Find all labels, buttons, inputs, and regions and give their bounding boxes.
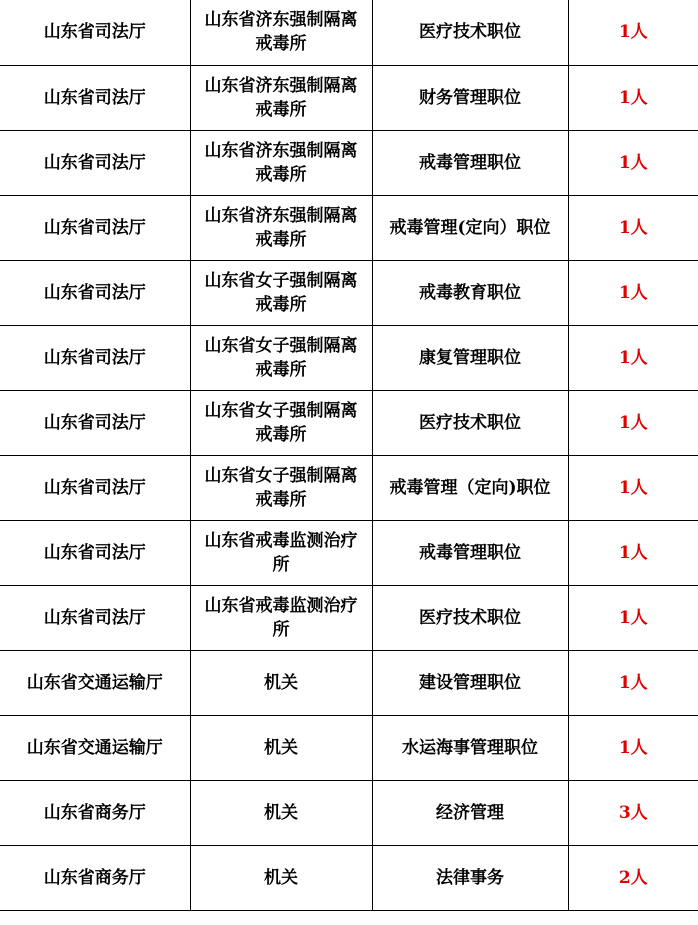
position-cell-text: 医疗技术职位 bbox=[419, 22, 521, 43]
count-cell bbox=[568, 390, 698, 455]
position-cell bbox=[372, 325, 568, 390]
unit-cell-text: 山东省戒毒监测治疗所 bbox=[204, 530, 358, 575]
unit-cell-text: 山东省女子强制隔离戒毒所 bbox=[204, 335, 358, 380]
unit-cell bbox=[190, 780, 372, 845]
unit-cell bbox=[190, 585, 372, 650]
position-cell bbox=[372, 0, 568, 65]
position-cell-text: 经济管理 bbox=[436, 802, 504, 823]
department-cell bbox=[0, 520, 190, 585]
department-cell bbox=[0, 0, 190, 65]
count-cell bbox=[568, 520, 698, 585]
department-cell bbox=[0, 65, 190, 130]
position-cell bbox=[372, 845, 568, 910]
table-row bbox=[0, 715, 698, 780]
position-cell bbox=[372, 780, 568, 845]
count-cell-text: 1人 bbox=[618, 282, 648, 303]
table-row bbox=[0, 780, 698, 845]
position-cell-text: 戒毒管理职位 bbox=[419, 152, 521, 173]
table-row bbox=[0, 325, 698, 390]
table-row bbox=[0, 650, 698, 715]
count-cell bbox=[568, 780, 698, 845]
position-cell-text: 法律事务 bbox=[436, 867, 504, 888]
count-cell bbox=[568, 0, 698, 65]
count-cell bbox=[568, 585, 698, 650]
unit-cell bbox=[190, 715, 372, 780]
unit-cell-text: 机关 bbox=[264, 672, 298, 693]
table-row bbox=[0, 130, 698, 195]
count-cell-text: 2人 bbox=[618, 867, 648, 888]
table-row bbox=[0, 585, 698, 650]
position-cell bbox=[372, 260, 568, 325]
position-cell bbox=[372, 65, 568, 130]
table-row bbox=[0, 65, 698, 130]
count-cell-text: 1人 bbox=[618, 87, 648, 108]
position-cell-text: 医疗技术职位 bbox=[419, 607, 521, 628]
position-cell-text: 戒毒管理(定向）职位 bbox=[389, 217, 551, 238]
count-cell bbox=[568, 715, 698, 780]
unit-cell bbox=[190, 325, 372, 390]
position-cell-text: 医疗技术职位 bbox=[419, 412, 521, 433]
count-cell-text: 1人 bbox=[618, 217, 648, 238]
department-cell bbox=[0, 845, 190, 910]
position-cell-text: 戒毒教育职位 bbox=[419, 282, 521, 303]
count-cell-text: 1人 bbox=[618, 672, 648, 693]
count-cell-text: 3人 bbox=[618, 802, 648, 823]
count-cell bbox=[568, 65, 698, 130]
position-cell-text: 财务管理职位 bbox=[419, 87, 521, 108]
table-row bbox=[0, 455, 698, 520]
position-cell bbox=[372, 715, 568, 780]
department-cell bbox=[0, 195, 190, 260]
unit-cell-text: 机关 bbox=[264, 737, 298, 758]
unit-cell-text: 山东省济东强制隔离戒毒所 bbox=[204, 75, 358, 120]
department-cell-text: 山东省商务厅 bbox=[43, 802, 146, 823]
table-row bbox=[0, 520, 698, 585]
department-cell-text: 山东省司法厅 bbox=[43, 22, 146, 43]
position-cell-text: 戒毒管理职位 bbox=[419, 542, 521, 563]
position-cell-text: 建设管理职位 bbox=[419, 672, 521, 693]
count-cell-text: 1人 bbox=[618, 152, 648, 173]
unit-cell bbox=[190, 65, 372, 130]
unit-cell bbox=[190, 845, 372, 910]
department-cell bbox=[0, 390, 190, 455]
unit-cell bbox=[190, 260, 372, 325]
department-cell-text: 山东省司法厅 bbox=[43, 87, 146, 108]
department-cell bbox=[0, 455, 190, 520]
department-cell-text: 山东省司法厅 bbox=[43, 607, 146, 628]
unit-cell bbox=[190, 520, 372, 585]
count-cell-text: 1人 bbox=[618, 737, 648, 758]
department-cell-text: 山东省司法厅 bbox=[43, 282, 146, 303]
position-cell bbox=[372, 390, 568, 455]
department-cell bbox=[0, 130, 190, 195]
department-cell-text: 山东省商务厅 bbox=[43, 867, 146, 888]
department-cell bbox=[0, 650, 190, 715]
unit-cell-text: 机关 bbox=[264, 867, 298, 888]
count-cell bbox=[568, 650, 698, 715]
position-cell bbox=[372, 130, 568, 195]
unit-cell-text: 山东省戒毒监测治疗所 bbox=[204, 595, 358, 640]
count-cell-text: 1人 bbox=[618, 542, 648, 563]
position-cell bbox=[372, 585, 568, 650]
department-cell bbox=[0, 260, 190, 325]
count-cell-text: 1人 bbox=[618, 347, 648, 368]
position-cell-text: 戒毒管理（定向)职位 bbox=[389, 477, 551, 498]
department-cell bbox=[0, 715, 190, 780]
count-cell bbox=[568, 325, 698, 390]
table-row bbox=[0, 0, 698, 65]
position-cell bbox=[372, 650, 568, 715]
unit-cell bbox=[190, 130, 372, 195]
table-row bbox=[0, 845, 698, 910]
count-cell-text: 1人 bbox=[618, 607, 648, 628]
unit-cell-text: 山东省女子强制隔离戒毒所 bbox=[204, 465, 358, 510]
unit-cell bbox=[190, 195, 372, 260]
department-cell-text: 山东省交通运输厅 bbox=[26, 737, 163, 758]
count-cell-text: 1人 bbox=[618, 477, 648, 498]
department-cell-text: 山东省司法厅 bbox=[43, 477, 146, 498]
department-cell-text: 山东省司法厅 bbox=[43, 412, 146, 433]
count-cell bbox=[568, 845, 698, 910]
position-cell bbox=[372, 455, 568, 520]
position-cell-text: 康复管理职位 bbox=[419, 347, 521, 368]
department-cell-text: 山东省交通运输厅 bbox=[26, 672, 163, 693]
department-cell-text: 山东省司法厅 bbox=[43, 152, 146, 173]
unit-cell-text: 机关 bbox=[264, 802, 298, 823]
unit-cell-text: 山东省济东强制隔离戒毒所 bbox=[204, 10, 358, 55]
count-cell-text: 1人 bbox=[618, 22, 648, 43]
department-cell bbox=[0, 325, 190, 390]
department-cell bbox=[0, 585, 190, 650]
department-cell-text: 山东省司法厅 bbox=[43, 542, 146, 563]
count-cell-text: 1人 bbox=[618, 412, 648, 433]
unit-cell-text: 山东省济东强制隔离戒毒所 bbox=[204, 205, 358, 250]
unit-cell bbox=[190, 0, 372, 65]
unit-cell bbox=[190, 390, 372, 455]
unit-cell bbox=[190, 455, 372, 520]
table-row bbox=[0, 260, 698, 325]
table-row bbox=[0, 195, 698, 260]
count-cell bbox=[568, 195, 698, 260]
count-cell bbox=[568, 130, 698, 195]
department-cell-text: 山东省司法厅 bbox=[43, 347, 146, 368]
unit-cell-text: 山东省女子强制隔离戒毒所 bbox=[204, 270, 358, 315]
unit-cell-text: 山东省女子强制隔离戒毒所 bbox=[204, 400, 358, 445]
count-cell bbox=[568, 455, 698, 520]
table-row bbox=[0, 390, 698, 455]
position-cell bbox=[372, 195, 568, 260]
unit-cell bbox=[190, 650, 372, 715]
count-cell bbox=[568, 260, 698, 325]
department-cell-text: 山东省司法厅 bbox=[43, 217, 146, 238]
unit-cell-text: 山东省济东强制隔离戒毒所 bbox=[204, 140, 358, 185]
department-cell bbox=[0, 780, 190, 845]
position-cell-text: 水运海事管理职位 bbox=[402, 737, 538, 758]
position-cell bbox=[372, 520, 568, 585]
